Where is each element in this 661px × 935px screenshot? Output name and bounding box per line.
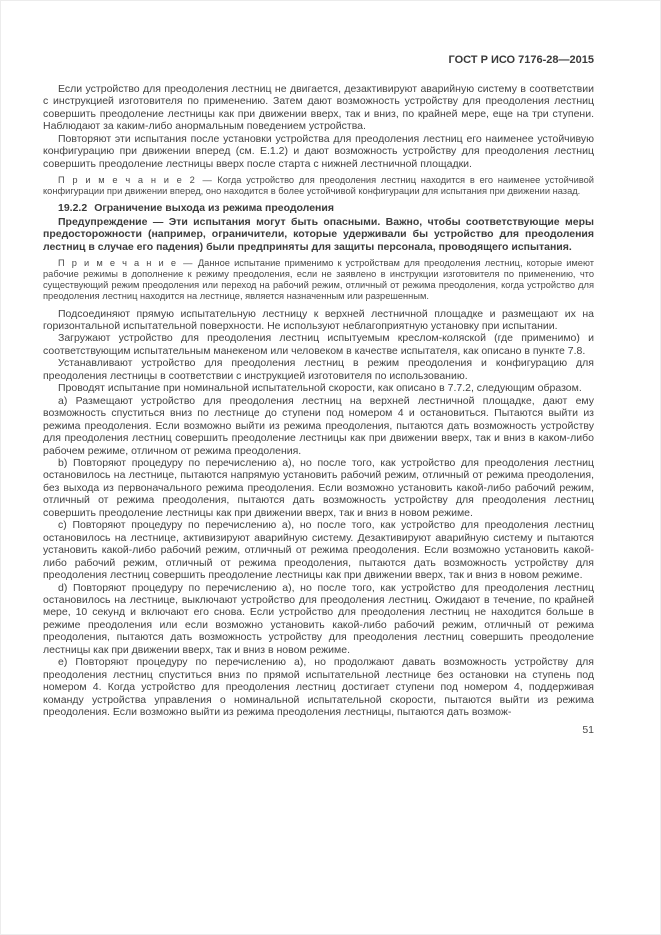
section-number: 19.2.2 [58,202,88,215]
paragraph-body: Загружают устройство для преодоления лестниц испытуемым креслом-коляской (где применимо) и соответствующим испытательным манекеном или человеком в качестве испытателя, как описано в пункте 7.8. [43,332,594,357]
standard-designation: ГОСТ Р ИСО 7176-28—2015 [448,54,594,66]
page-content [43,83,594,719]
paragraph-list-b: b) Повторяют процедуру по перечислению а), но после того, как устройство для преодоления лестниц остановилось на лестнице, пытаются напрямую установить рабочий режим, отличный от режима преодоления, без выхода из первоначального режима преодоления. Если возможно установить какой-либо рабочий режим, отличный от режима преодоления, пытаются дать возможность устройству для преодоления лестниц совершить преодоление лестницы как при движении вверх, так и вниз в новом режиме. [43,456,594,519]
paragraph-list-c: с) Повторяют процедуру по перечислению а), но после того, как устройство для преодоления лестниц остановилось на лестнице, активизируют аварийную систему. Дезактивируют аварийную систему и пытаются установить какой-либо рабочий режим, отличный от режима преодоления. Если возможно установить какой-либо рабочий режим, отличный от режима преодоления, пытаются дать возможность устройству для преодоления лестниц совершить преодоление лестницы как при движении вверх, так и вниз в новом режиме. [43,519,594,582]
section-heading [43,202,594,214]
paragraph-list-d: d) Повторяют процедуру по перечислению а), но после того, как устройство для преодоления лестниц остановилось на лестнице, выключают устройство для преодоления лестниц. Ожидают в течение, по крайней мере, 10 секунд и включают его снова. Если устройство для преодоления лестниц не находится больше в режиме преодоления или если возможно установить какой-либо рабочий режим, отличный от режима преодоления, пытаются дать возможность устройству для преодоления лестниц совершить преодоление лестницы как при движении вверх, так и вниз в новом режиме. [43,581,594,656]
paragraph-body: Проводят испытание при номинальной испытательной скорости, как описано в 7.7.2, следующим образом. [58,382,582,395]
section-title: Ограничение выхода из режима преодоления [94,202,334,215]
note-paragraph [43,175,594,197]
paragraph-body: Если устройство для преодоления лестниц не двигается, дезактивируют аварийную систему в соответствии с инструкцией изготовителя по применению. Затем дают возможность устройству для преодоления лестниц совершить преодоление лестницы как при движении вверх, так и вниз, по крайней мере, еще на три ступени. Наблюдают за каким-либо анормальным поведением устройства. [43,83,594,133]
paragraph-list-e: е) Повторяют процедуру по перечислению а), но продолжают давать возможность устройству для преодоления лестниц спуститься вниз по прямой испытательной лестнице без остановки на ступень под номером 4. Когда устройство для преодоления лестниц достигает ступени под номером 4, поддерживая команду устройства управления о номинальной испытательной скорости, пытаются выйти из режима преодоления. Если возможно выйти из режима преодоления лестницы, пытаются дать возмож- [43,656,594,719]
paragraph-body: Устанавливают устройство для преодоления лестниц в режим преодоления и конфигурацию для преодоления лестницы в соответствии с инструкцией изготовителя по использованию. [43,357,594,382]
page-header [43,54,594,66]
note-label: П р и м е ч а н и е — [58,258,194,269]
note-paragraph [43,258,594,302]
note-text: Когда устройство для преодоления лестниц находится в его наименее устойчивой конфигурации при движении вперед, оно находится в более устойчивой конфигурации для испытания при движении назад. [43,175,594,197]
paragraph-body: Подсоединяют прямую испытательную лестницу к верхней лестничной площадке и размещают их на горизонтальной испытательной поверхности. Не используют неблагоприятную установку при испытании. [43,307,594,332]
note-text: Данное испытание применимо к устройствам для преодоления лестниц, которые имеют рабочие режимы в дополнение к режиму преодоления, если не заявлено в инструкции изготовителя по применению, что существующий режим преодоления или переход на рабочий режим, отличный от режима преодоления, когда устройство для преодоления лестниц находится на лестнице, является назначенным или разрешенным. [43,258,595,302]
warning-paragraph: Предупреждение — Эти испытания могут быть опасными. Важно, чтобы соответствующие меры предосторожности (например, ограничители, которые удерживали бы устройство для преодоления лестниц в случае его падения) были предприняты для защиты персонала, проводящего испытания. [43,215,594,253]
page-number: 51 [582,723,594,736]
paragraph-body: Повторяют эти испытания после установки устройства для преодоления лестниц его наименее устойчивую конфигурацию при движении вперед (см. Е.1.2) и дают возможность устройству для преодоления лестниц совершить преодоление лестницы вверх после старта с нижней лестничной площадки. [43,132,594,170]
paragraph-list-a: а) Размещают устройство для преодоления лестниц на верхней лестничной площадке, дают ему возможность спуститься вниз по лестнице до ступени под номером 4 и остановиться. Пытаются выйти из режима преодоления. Если возможно выйти из режима преодоления, пытаются дать возможность устройству для преодоления лестниц совершить преодоление лестницы как при движении вверх, так и вниз в каком-либо рабочем режиме, отличном от режима преодоления. [43,394,594,457]
note-label: П р и м е ч а н и е 2 — [58,175,214,186]
